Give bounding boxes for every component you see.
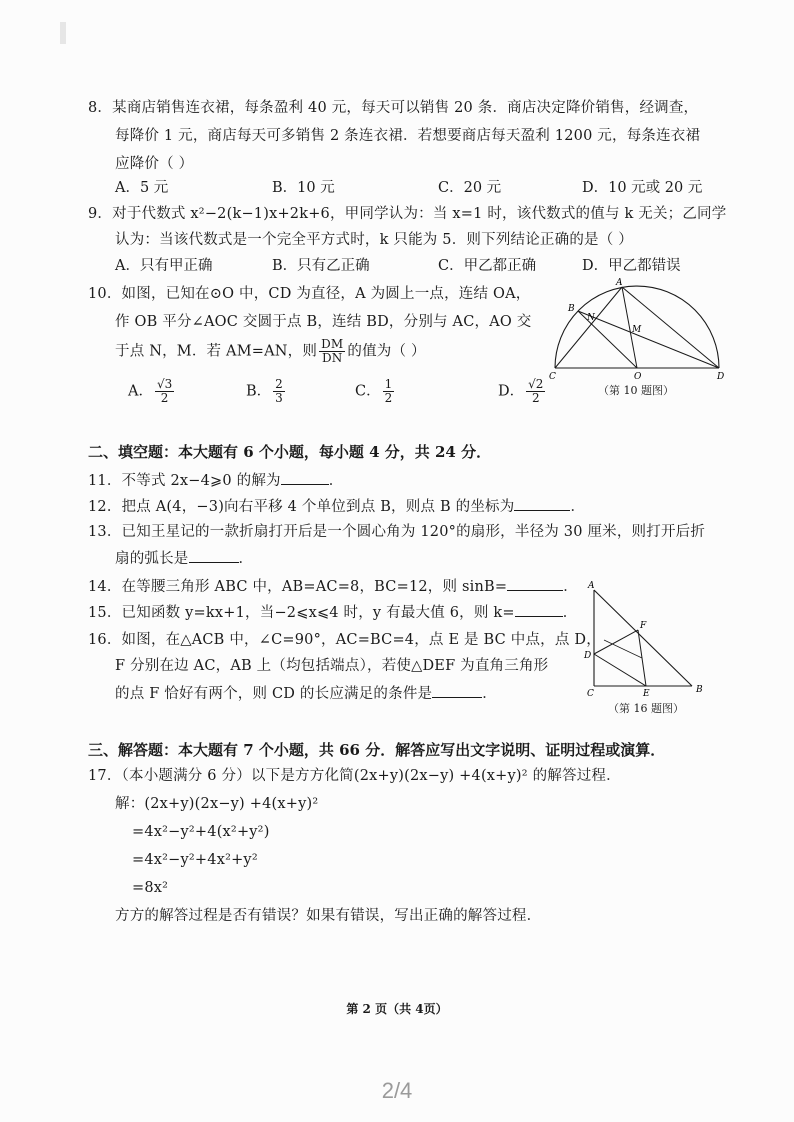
q9-option-c: C．甲乙都正确 xyxy=(438,258,537,274)
q8-option-c: C．20 元 xyxy=(438,180,502,196)
q16-label-f: F xyxy=(640,621,647,631)
q14-text: 14．在等腰三角形 ABC 中，AB=AC=8，BC=12，则 sinB= ． xyxy=(88,576,578,597)
page-indicator[interactable]: 2/4 xyxy=(381,1078,413,1103)
q17-step1: 解：(2x+y)(2x−y) +4(x+y)² xyxy=(115,796,319,812)
q10-option-a: A． $\frac{√3}{2}$ xyxy=(128,377,173,405)
q16-label-e: E xyxy=(643,689,650,699)
q10-line3-pre: 于点 N，M．若 AM=AN，则 xyxy=(115,343,318,360)
q16-figure xyxy=(580,578,710,700)
q10-ratio-fraction: $\frac{DM}{DN}$ xyxy=(321,337,344,365)
q16-helper-line xyxy=(604,640,642,658)
q10-segment-ac xyxy=(555,287,622,368)
q9-option-a: A．只有甲正确 xyxy=(115,258,213,274)
q16-segment-de xyxy=(594,654,646,686)
q10-figure xyxy=(540,276,730,382)
q16-answer-blank[interactable] xyxy=(432,683,482,698)
q17-line1: 17．（本小题满分 6 分）以下是方方化简(2x+y)(2x−y) +4(x+y)² 的解答过程． xyxy=(88,768,621,784)
q17-question: 方方的解答过程是否有错误？如果有错误，写出正确的解答过程． xyxy=(115,908,542,924)
q9-line1: 9．对于代数式 x²−2(k−1)x+2k+6，甲同学认为：当 x=1 时，该代数式的值与 k 无关；乙同学 xyxy=(88,206,727,222)
q16-segment-df xyxy=(594,630,638,654)
q10-option-c: C． $\frac{1}{2}$ xyxy=(355,377,393,405)
q16-label-c: C xyxy=(587,689,594,699)
q17-step3: =4x²−y²+4x²+y² xyxy=(132,852,258,868)
section2-heading: 二、填空题：本大题有 6 个小题，每小题 4 分，共 24 分． xyxy=(88,443,492,461)
q16-line2: F 分别在边 AC，AB 上（均包括端点），若使△DEF 为直角三角形 xyxy=(115,658,549,674)
q16-side-ab xyxy=(594,590,692,686)
q11-answer-blank[interactable] xyxy=(281,470,329,485)
q10-line3-post: 的值为（ ） xyxy=(347,343,426,360)
q12-text: 12．把点 A(4，−3)向右平移 4 个单位到点 B，则点 B 的坐标为 ． xyxy=(88,496,585,517)
q8-line1: 8．某商店销售连衣裙，每条盈利 40 元，每天可以销售 20 条．商店决定降价销售，经调查， xyxy=(88,100,699,116)
q14-answer-blank[interactable] xyxy=(507,576,563,591)
q15-answer-blank[interactable] xyxy=(515,602,563,617)
q8-line2: 每降价 1 元，商店每天可多销售 2 条连衣裙．若想要商店每天盈利 1200 元，每条连衣裙 xyxy=(115,128,701,144)
q10-line2: 作 OB 平分∠AOC 交圆于点 B，连结 BD，分别与 AC，AO 交 xyxy=(115,314,532,330)
scan-mark xyxy=(60,22,66,44)
q10-line1: 10．如图，已知在⊙O 中，CD 为直径，A 为圆上一点，连结 OA， xyxy=(88,286,531,302)
q10-label-m: M xyxy=(632,325,642,335)
q10-line3 xyxy=(115,338,426,365)
q17-step2: =4x²−y²+4(x²+y²) xyxy=(132,824,270,840)
q13-line2: 扇的弧长是 ． xyxy=(115,548,253,569)
q16-figure-caption: （第 16 题图） xyxy=(608,702,684,715)
q10-segment-bd xyxy=(578,311,719,368)
q10-label-c: C xyxy=(549,372,556,382)
q13-answer-blank[interactable] xyxy=(189,548,239,563)
q10-option-d: D． $\frac{√2}{2}$ xyxy=(498,377,544,405)
q15-text: 15．已知函数 y=kx+1，当−2⩽x⩽4 时，y 有最大值 6，则 k= ． xyxy=(88,602,577,623)
q10-label-n: N xyxy=(587,313,595,323)
q16-line1: 16．如图，在△ACB 中，∠C=90°，AC=BC=4，点 E 是 BC 中点，点 D， xyxy=(88,632,601,648)
q11-text: 11．不等式 2x−4⩾0 的解为 ． xyxy=(88,470,343,491)
q8-option-b: B．10 元 xyxy=(272,180,335,196)
q10-figure-caption: （第 10 题图） xyxy=(598,384,674,397)
q10-label-d: D xyxy=(717,372,725,382)
q16-label-d: D xyxy=(584,651,592,661)
q8-option-d: D．10 元或 20 元 xyxy=(582,180,703,196)
q8-line3: 应降价（ ） xyxy=(115,156,194,172)
section3-heading: 三、解答题：本大题有 7 个小题，共 66 分．解答应写出文字说明、证明过程或演算． xyxy=(88,741,666,759)
page-footer: 第 2 页（共 4页） xyxy=(346,1002,448,1016)
q9-line2: 认为：当该代数式是一个完全平方式时，k 只能为 5．则下列结论正确的是（ ） xyxy=(115,232,633,248)
q16-label-b: B xyxy=(696,685,703,695)
q16-line3: 的点 F 恰好有两个，则 CD 的长应满足的条件是 ． xyxy=(115,683,497,704)
q16-label-a: A xyxy=(588,581,595,591)
q9-option-b: B．只有乙正确 xyxy=(272,258,370,274)
q9-option-d: D．甲乙都错误 xyxy=(582,258,681,274)
q10-option-b: B． $\frac{2}{3}$ xyxy=(246,377,283,405)
q8-option-a: A．5 元 xyxy=(115,180,169,196)
q12-answer-blank[interactable] xyxy=(514,496,570,511)
q10-label-b: B xyxy=(568,304,575,314)
q17-step4: =8x² xyxy=(132,880,169,896)
q10-label-a: A xyxy=(616,278,623,288)
q10-label-o: O xyxy=(634,372,642,382)
q13-line1: 13．已知王星记的一款折扇打开后是一个圆心角为 120°的扇形，半径为 30 厘米，则打开后折 xyxy=(88,524,706,540)
